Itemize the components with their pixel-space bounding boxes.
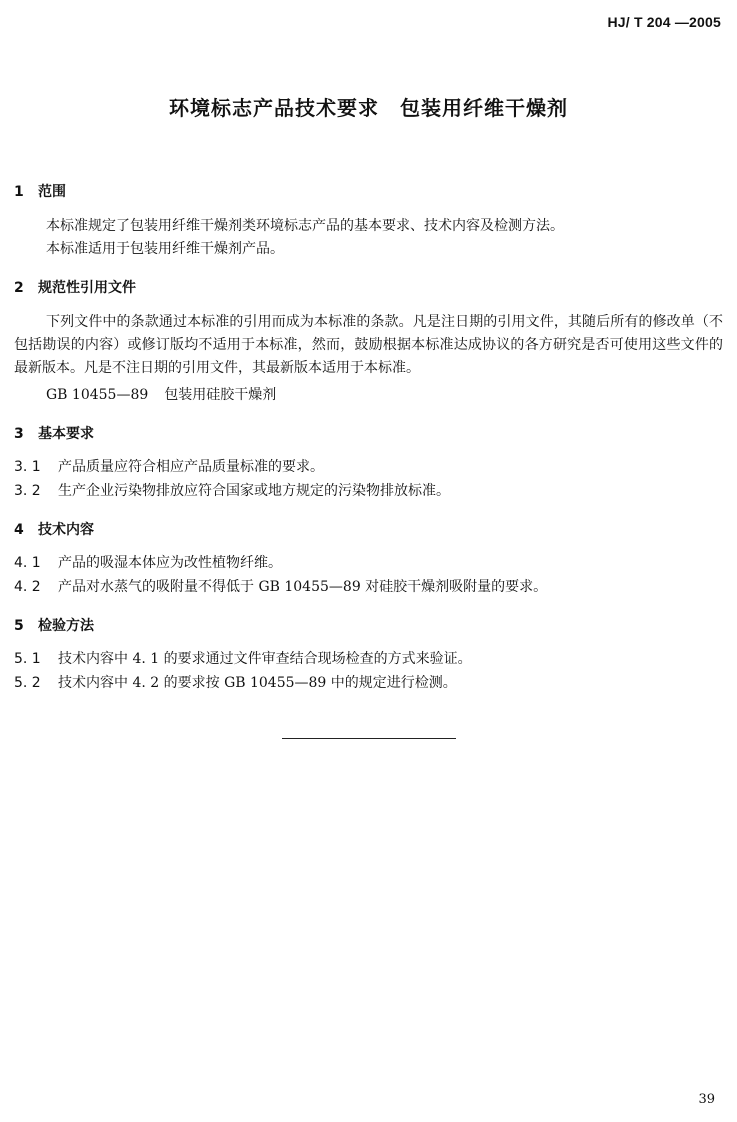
section-heading-normative-references xyxy=(14,277,136,297)
document-title: 环境标志产品技术要求 包装用纤维干燥剂 xyxy=(169,96,568,120)
section-title: 基本要求 xyxy=(38,426,94,442)
reference-title: 包装用硅胶干燥剂 xyxy=(164,387,277,403)
section-number: 5 xyxy=(14,618,24,634)
clause-text: 产品的吸湿本体应为改性植物纤维。 xyxy=(58,555,282,571)
section-title: 规范性引用文件 xyxy=(38,280,136,296)
clause-text: 技术内容中 4. 2 的要求按 GB 10455—89 中的规定进行检测。 xyxy=(58,675,457,691)
clause-number: 3. 1 xyxy=(14,459,41,475)
section-title: 技术内容 xyxy=(38,522,94,538)
section-heading-test-methods xyxy=(14,615,94,635)
clause-text: 产品质量应符合相应产品质量标准的要求。 xyxy=(58,459,324,475)
section-number: 1 xyxy=(14,184,24,200)
page-number: 39 xyxy=(698,1092,715,1107)
standard-code: HJ/ T 204 —2005 xyxy=(607,14,721,30)
clause-4-2 xyxy=(14,576,547,599)
clause-5-2 xyxy=(14,672,457,695)
clause-text: 技术内容中 4. 1 的要求通过文件审查结合现场检查的方式来验证。 xyxy=(58,651,472,667)
section-title: 范围 xyxy=(38,184,66,200)
paragraph: 本标准适用于包装用纤维干燥剂产品。 xyxy=(46,241,284,257)
clause-number: 4. 2 xyxy=(14,579,41,595)
reference-item xyxy=(46,384,276,407)
section-title: 检验方法 xyxy=(38,618,94,634)
reference-code: GB 10455—89 xyxy=(46,387,149,403)
clause-number: 4. 1 xyxy=(14,555,41,571)
references-paragraph: 下列文件中的条款通过本标准的引用而成为本标准的条款。凡是注日期的引用文件，其随后所有的修改单（不包括勘误的内容）或修订版均不适用于本标准，然而，鼓励根据本标准达成协议的各方研究是否可使用这些文件的最新版本。凡是不注日期的引用文件，其最新版本适用于本标准。 xyxy=(14,314,723,376)
clause-number: 5. 2 xyxy=(14,675,41,691)
section-heading-scope xyxy=(14,181,66,201)
section-number: 3 xyxy=(14,426,24,442)
clause-3-2 xyxy=(14,480,450,503)
clause-4-1 xyxy=(14,552,282,575)
section-heading-technical-content xyxy=(14,519,94,539)
clause-5-1 xyxy=(14,648,472,671)
end-rule-divider xyxy=(282,738,456,739)
clause-text: 生产企业污染物排放应符合国家或地方规定的污染物排放标准。 xyxy=(58,483,450,499)
clause-3-1 xyxy=(14,456,324,479)
section-number: 4 xyxy=(14,522,24,538)
paragraph: 本标准规定了包装用纤维干燥剂类环境标志产品的基本要求、技术内容及检测方法。 xyxy=(46,218,564,234)
section-heading-basic-requirements xyxy=(14,423,94,443)
section-number: 2 xyxy=(14,280,24,296)
clause-number: 5. 1 xyxy=(14,651,41,667)
clause-number: 3. 2 xyxy=(14,483,41,499)
clause-text: 产品对水蒸气的吸附量不得低于 GB 10455—89 对硅胶干燥剂吸附量的要求。 xyxy=(58,579,548,595)
